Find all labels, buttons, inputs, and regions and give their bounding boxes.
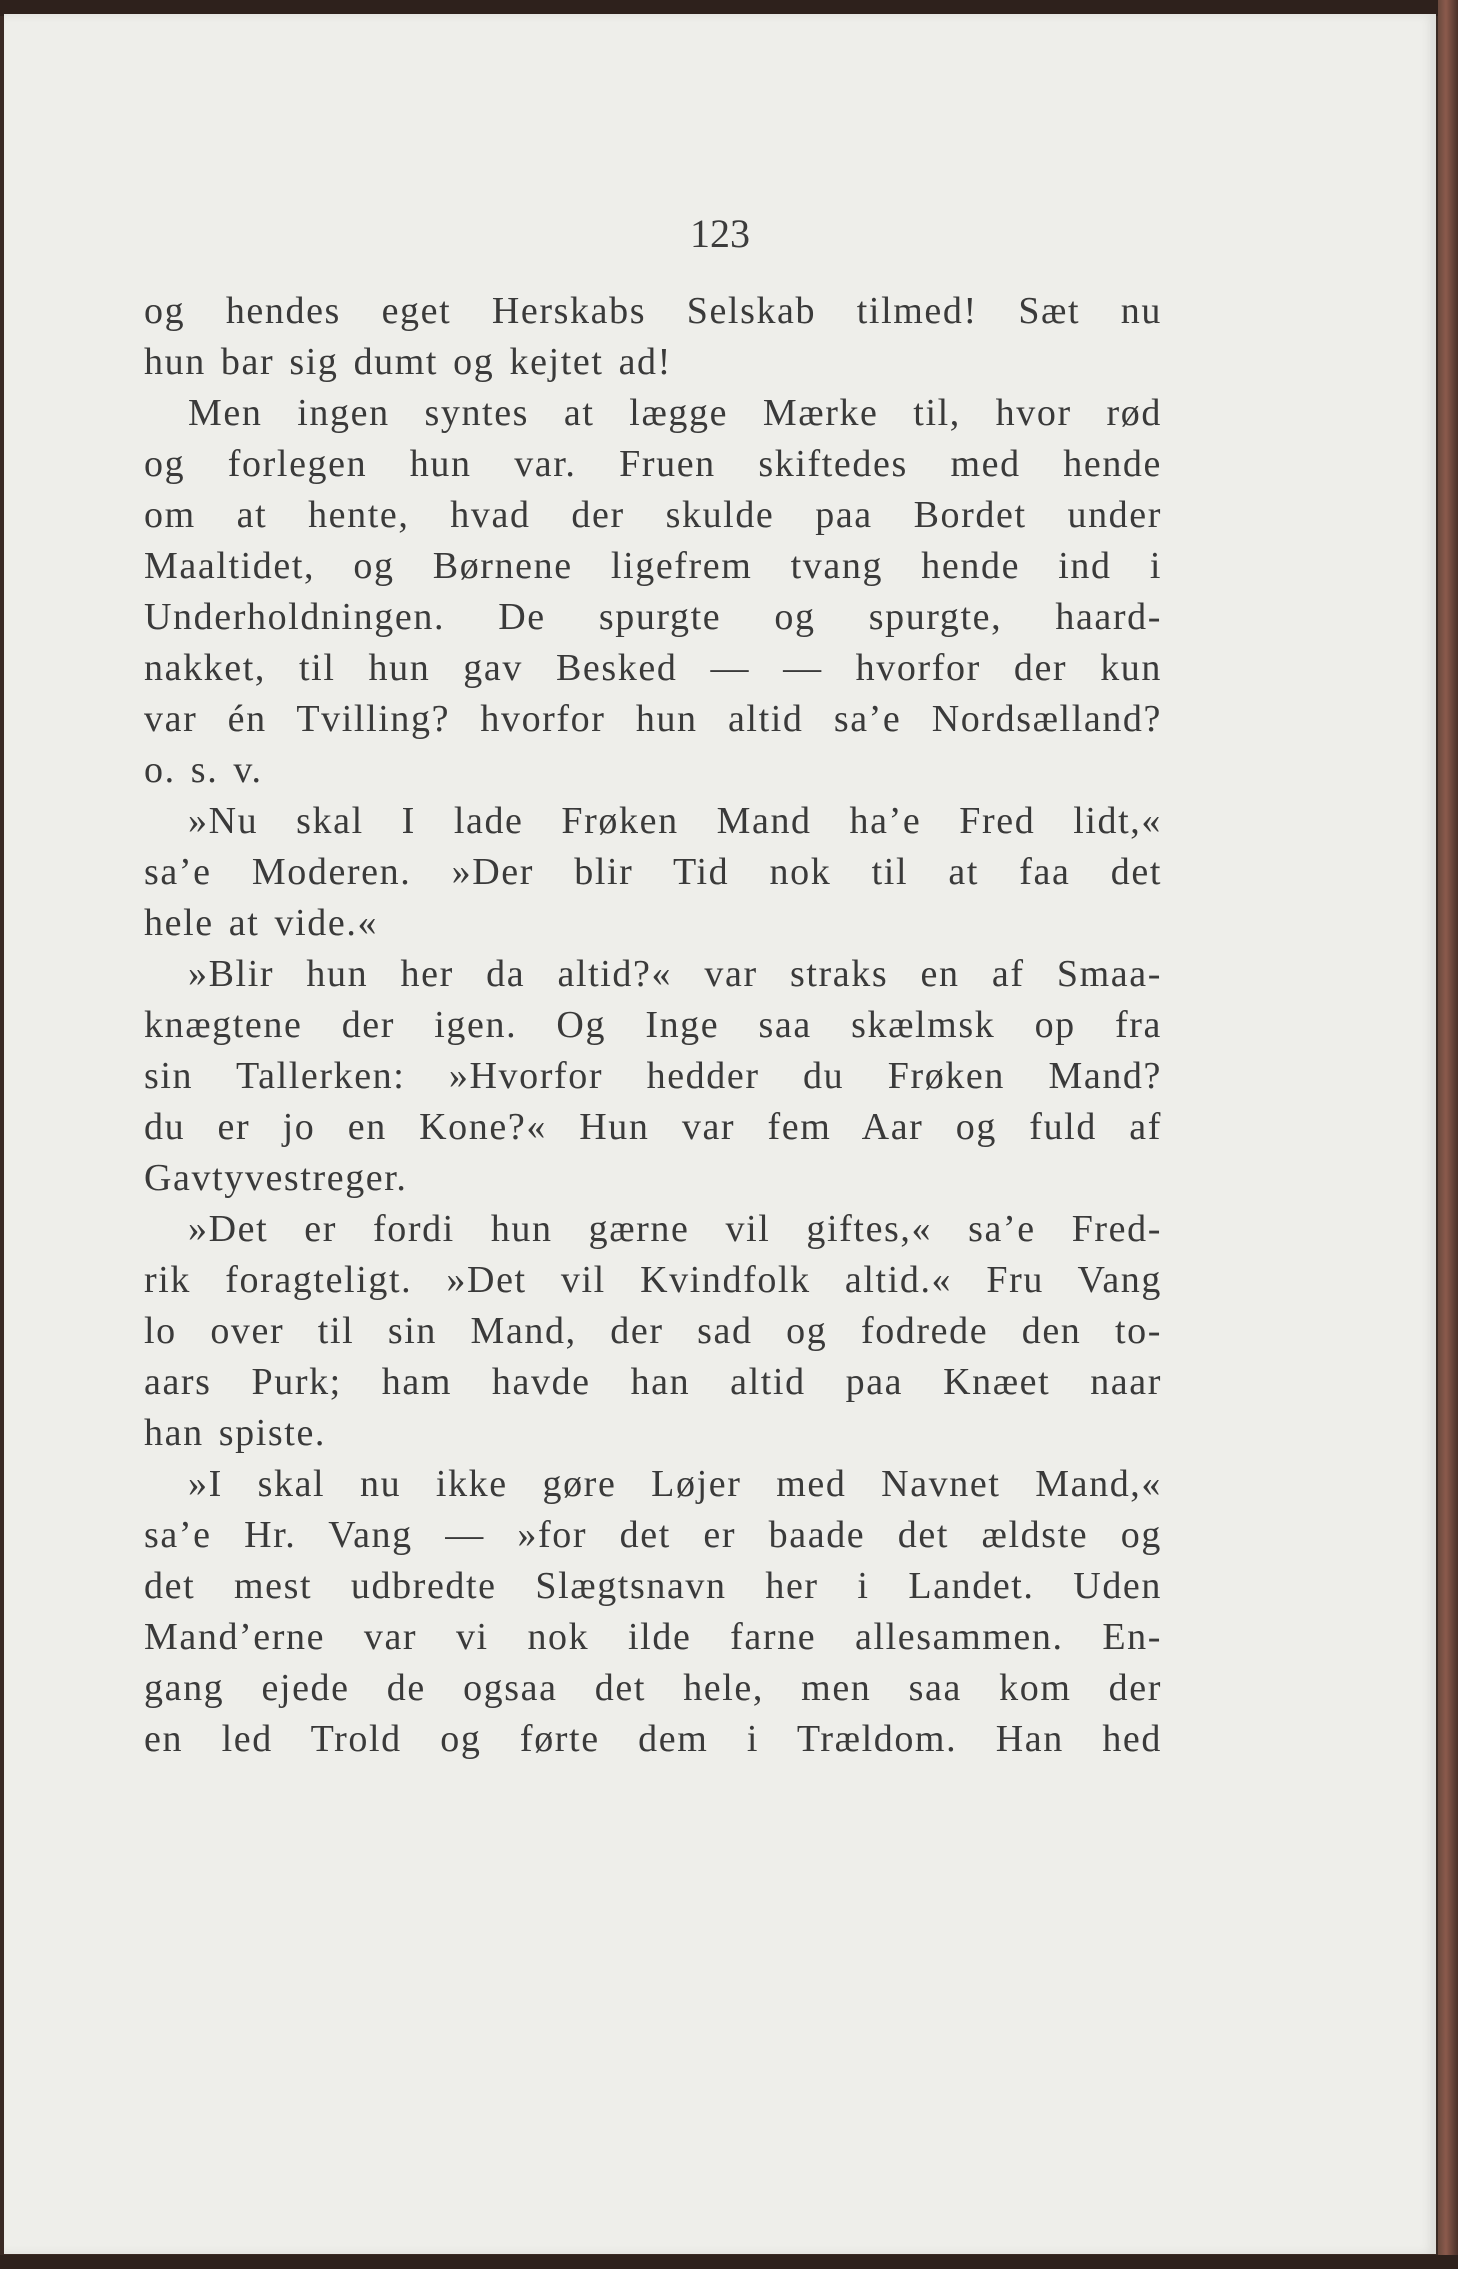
text-line: om at hente, hvad der skulde paa Bordet under	[144, 494, 1162, 536]
book-edge-right	[1438, 0, 1458, 2269]
text-line: »I skal nu ikke gøre Løjer med Navnet Mand,«	[188, 1463, 1162, 1505]
text-line: sa’e Moderen. »Der blir Tid nok til at faa det	[144, 851, 1162, 893]
text-line: Men ingen syntes at lægge Mærke til, hvor rød	[188, 392, 1162, 434]
text-line: Mand’erne var vi nok ilde farne allesammen. En-	[144, 1616, 1162, 1658]
text-line: gang ejede de ogsaa det hele, men saa kom der	[144, 1667, 1162, 1709]
body-text	[144, 286, 1162, 1765]
text-line: sin Tallerken: »Hvorfor hedder du Frøken Mand?	[144, 1055, 1162, 1097]
text-line: og forlegen hun var. Fruen skiftedes med hende	[144, 443, 1162, 485]
text-line: hele at vide.«	[144, 902, 379, 944]
page-number: 123	[690, 211, 750, 256]
text-line: sa’e Hr. Vang — »for det er baade det ældste og	[144, 1514, 1162, 1556]
text-line: var én Tvilling? hvorfor hun altid sa’e Nordsælland?	[144, 698, 1162, 740]
book-page	[4, 14, 1436, 2254]
text-line: Underholdningen. De spurgte og spurgte, haard-	[144, 596, 1162, 638]
text-line: lo over til sin Mand, der sad og fodrede den to-	[144, 1310, 1162, 1352]
text-line: og hendes eget Herskabs Selskab tilmed! Sæt nu	[144, 290, 1162, 332]
text-line: han spiste.	[144, 1412, 327, 1454]
text-line: »Nu skal I lade Frøken Mand ha’e Fred lidt,«	[188, 800, 1162, 842]
text-line: nakket, til hun gav Besked — — hvorfor der kun	[144, 647, 1162, 689]
text-line: o. s. v.	[144, 749, 263, 791]
book-edge-bottom	[0, 2255, 1458, 2269]
text-line: hun bar sig dumt og kejtet ad!	[144, 341, 672, 383]
text-line: det mest udbredte Slægtsnavn her i Landet. Uden	[144, 1565, 1162, 1607]
text-line: du er jo en Kone?« Hun var fem Aar og fuld af	[144, 1106, 1162, 1148]
text-line: »Det er fordi hun gærne vil giftes,« sa’e Fred-	[188, 1208, 1162, 1250]
text-line: rik foragteligt. »Det vil Kvindfolk altid.« Fru Vang	[144, 1259, 1162, 1301]
text-line: aars Purk; ham havde han altid paa Knæet naar	[144, 1361, 1162, 1403]
text-line: en led Trold og førte dem i Trældom. Han hed	[144, 1718, 1162, 1760]
text-line: knægtene der igen. Og Inge saa skælmsk op fra	[144, 1004, 1162, 1046]
text-line: »Blir hun her da altid?« var straks en af Smaa-	[188, 953, 1162, 995]
text-line: Maaltidet, og Børnene ligefrem tvang hende ind i	[144, 545, 1162, 587]
text-line: Gavtyvestreger.	[144, 1157, 408, 1199]
